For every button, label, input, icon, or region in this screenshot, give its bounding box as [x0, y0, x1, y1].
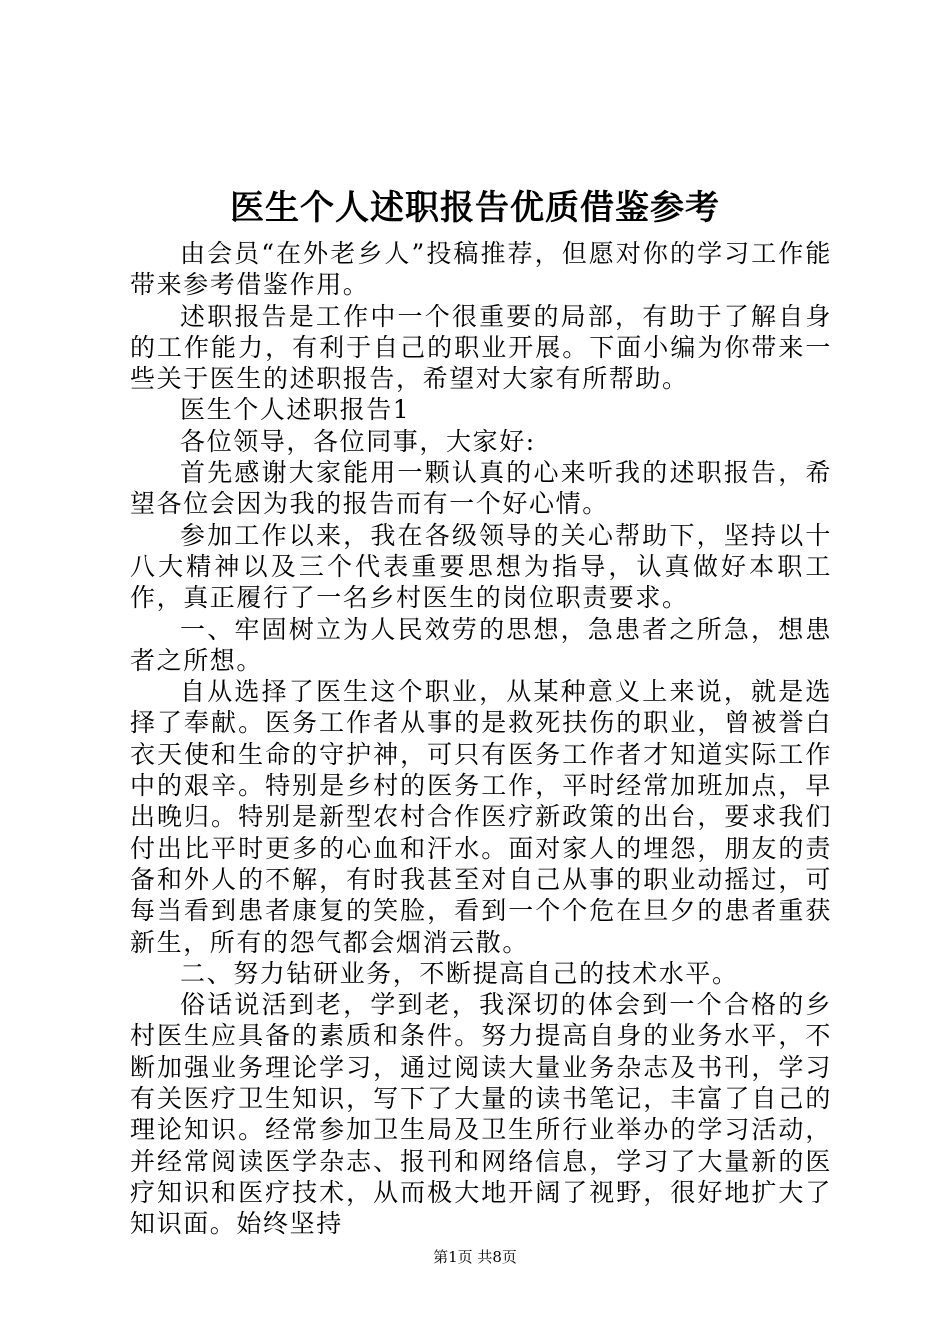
paragraph: 述职报告是工作中一个很重要的局部，有助于了解自身的工作能力，有利于自己的职业开展。下面小编为你带来一些关于医生的述职报告，希望对大家有所帮助。 — [130, 301, 832, 394]
paragraph: 参加工作以来，我在各级领导的关心帮助下，坚持以十八大精神以及三个代表重要思想为指导，认真做好本职工作，真正履行了一名乡村医生的岗位职责要求。 — [130, 520, 832, 613]
document-title: 医生个人述职报告优质借鉴参考 — [230, 188, 720, 228]
section-heading: 医生个人述职报告1 — [180, 395, 411, 425]
document-body — [130, 238, 832, 1240]
salutation: 各位领导，各位同事，大家好: — [180, 426, 536, 456]
subheading: 二、努力钻研业务，不断提高自己的技术水平。 — [180, 958, 739, 988]
paragraph: 首先感谢大家能用一颗认真的心来听我的述职报告，希望各位会因为我的报告而有一个好心情。 — [130, 458, 832, 519]
paragraph: 由会员“在外老乡人”投稿推荐，但愿对你的学习工作能带来参考借鉴作用。 — [130, 239, 832, 300]
page-footer: 第1页 共8页 — [433, 1248, 517, 1266]
paragraph: 俗话说活到老，学到老，我深切的体会到一个合格的乡村医生应具备的素质和条件。努力提高自身的业务水平，不断加强业务理论学习，通过阅读大量业务杂志及书刊，学习有关医疗卫生知识，写下了大量的读书笔记，丰富了自己的理论知识。经常参加卫生局及卫生所行业举办的学习活动，并经常阅读医学杂志、报刊和网络信息，学习了大量新的医疗知识和医疗技术，从而极大地开阔了视野，很好地扩大了知识面。始终坚持 — [130, 990, 832, 1239]
paragraph: 自从选择了医生这个职业，从某种意义上来说，就是选择了奉献。医务工作者从事的是救死扶伤的职业，曾被誉白衣天使和生命的守护神，可只有医务工作者才知道实际工作中的艰辛。特别是乡村的医务工作，平时经常加班加点，早出晚归。特别是新型农村合作医疗新政策的出台，要求我们付出比平时更多的心血和汗水。面对家人的埋怨，朋友的责备和外人的不解，有时我甚至对自己从事的职业动摇过，可每当看到患者康复的笑脸，看到一个个危在旦夕的患者重获新生，所有的怨气都会烟消云散。 — [130, 677, 832, 957]
subheading: 一、牢固树立为人民效劳的思想，急患者之所急，想患者之所想。 — [130, 614, 832, 675]
